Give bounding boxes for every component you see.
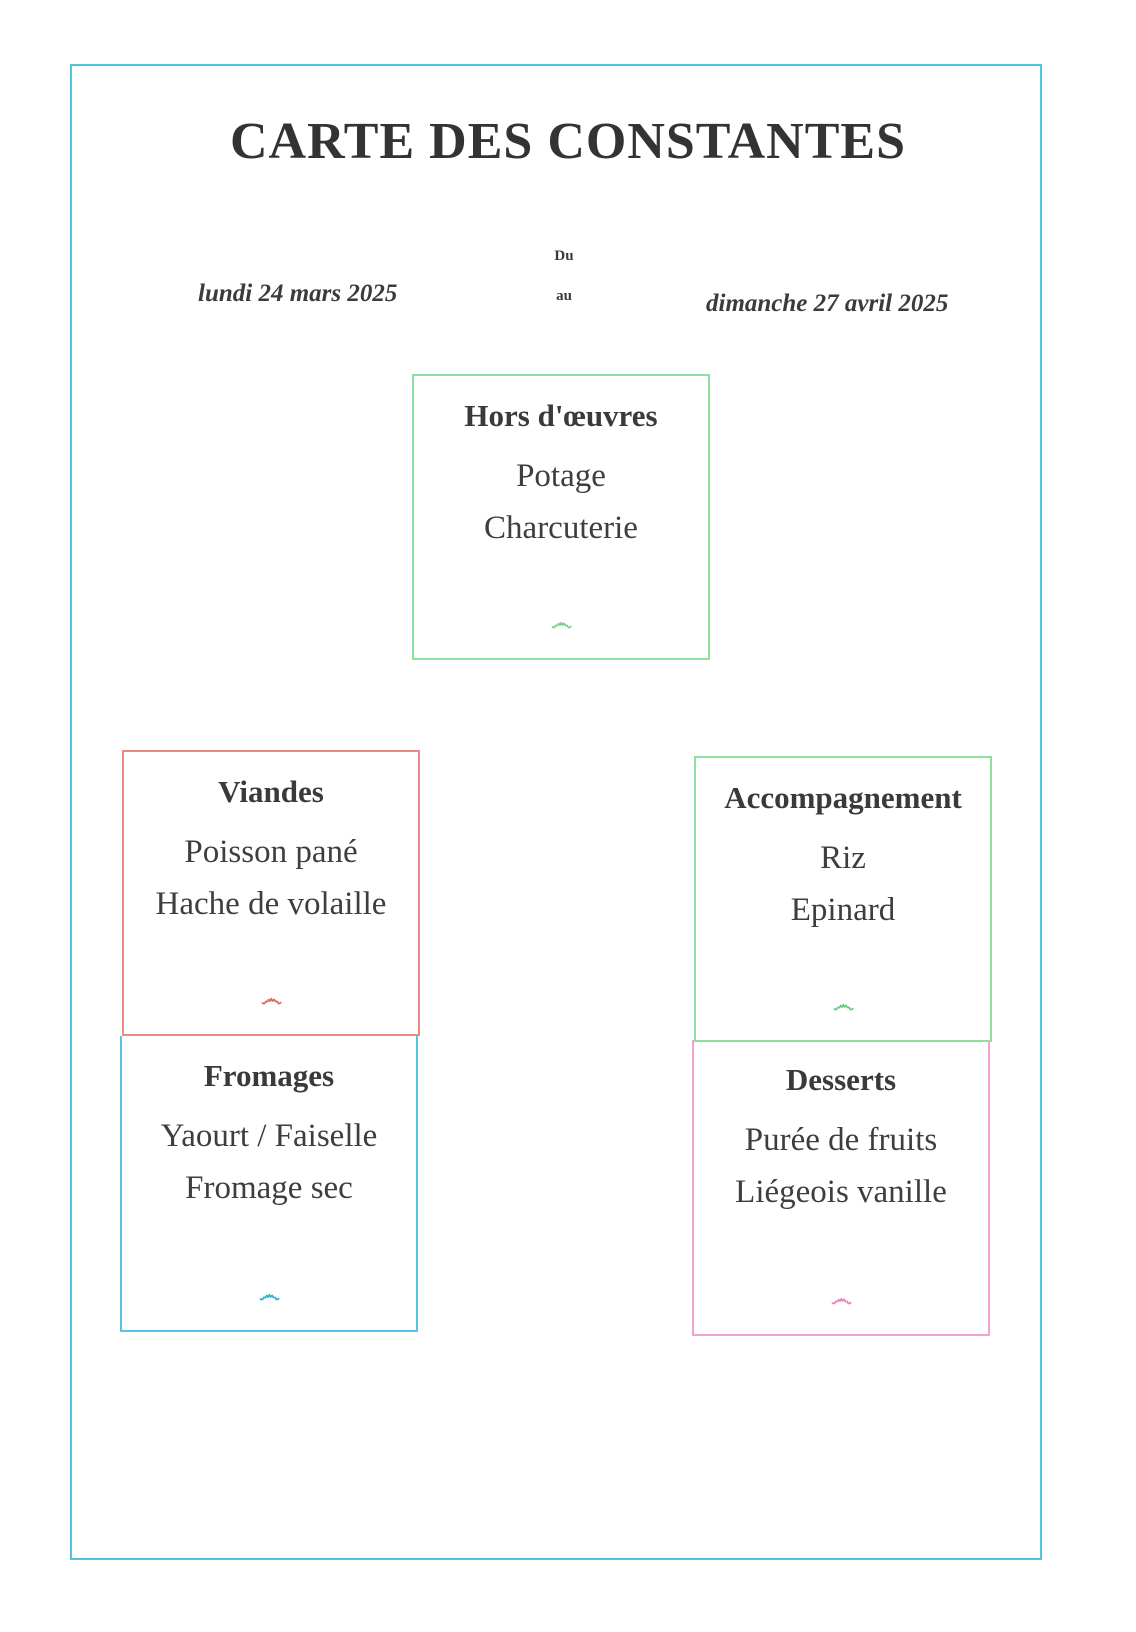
- card-heading: Fromages: [203, 1058, 335, 1093]
- card-items: [124, 826, 418, 930]
- menu-item: Purée de fruits: [744, 1122, 938, 1158]
- menu-item: Yaourt / Faiselle: [160, 1118, 378, 1154]
- ornament-icon: ෴: [259, 1282, 279, 1307]
- menu-item: Riz: [820, 840, 866, 876]
- menu-item: Potage: [516, 458, 606, 494]
- card-items: [414, 450, 708, 554]
- card-viandes: [122, 750, 420, 1036]
- card-heading: Accompagnement: [724, 780, 962, 815]
- page-title: CARTE DES CONSTANTES: [229, 113, 907, 170]
- period-du-label: Du: [554, 248, 574, 264]
- card-heading: Desserts: [785, 1062, 897, 1097]
- menu-item: Liégeois vanille: [735, 1174, 947, 1210]
- ornament-icon: ෴: [261, 986, 281, 1011]
- period-au-label: au: [556, 288, 572, 304]
- menu-item: Poisson pané: [184, 834, 358, 870]
- ornament-icon: ෴: [833, 992, 853, 1017]
- card-items: [696, 832, 990, 936]
- card-heading: Viandes: [218, 774, 324, 809]
- card-desserts: [692, 1040, 990, 1336]
- card-items: [694, 1114, 988, 1218]
- menu-item: Charcuterie: [484, 510, 638, 546]
- card-items: [122, 1110, 416, 1214]
- ornament-icon: ෴: [831, 1286, 851, 1311]
- menu-item: Fromage sec: [185, 1170, 353, 1206]
- end-date: dimanche 27 avril 2025: [706, 290, 949, 317]
- menu-item: Hache de volaille: [155, 886, 387, 922]
- card-heading: Hors d'œuvres: [464, 398, 658, 433]
- card-hors-doeuvres: [412, 374, 710, 660]
- card-accompagnement: [694, 756, 992, 1042]
- menu-item: Epinard: [790, 892, 896, 928]
- start-date: lundi 24 mars 2025: [198, 280, 398, 307]
- ornament-icon: ෴: [551, 610, 571, 635]
- card-fromages: [120, 1036, 418, 1332]
